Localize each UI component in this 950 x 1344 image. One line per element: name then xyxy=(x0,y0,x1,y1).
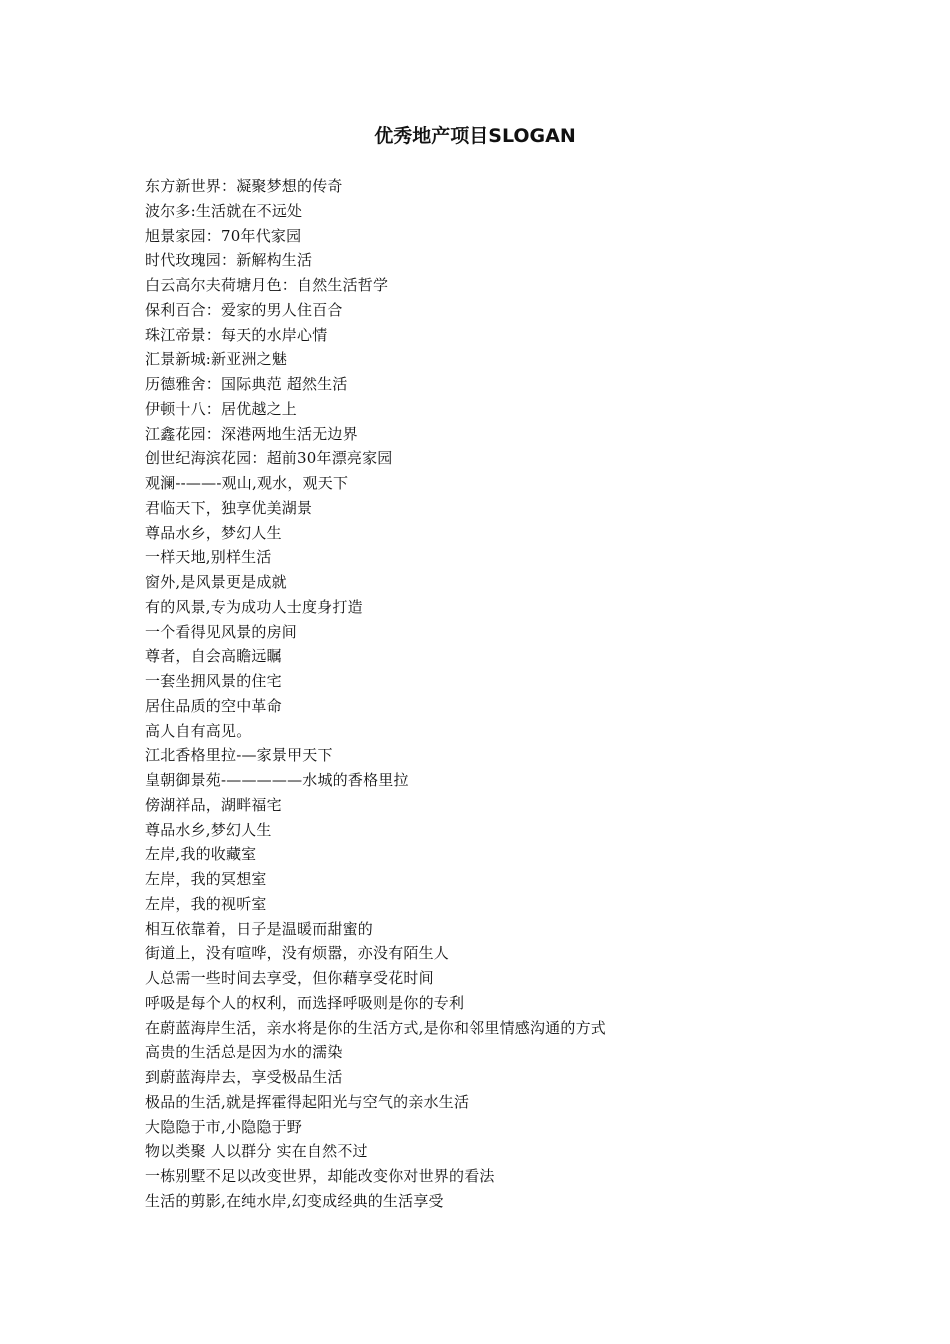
slogan-line: 珠江帝景：每天的水岸心情 xyxy=(145,325,328,344)
slogan-line: 江北香格里拉-—家景甲天下 xyxy=(145,746,333,765)
slogan-line: 君临天下，独享优美湖景 xyxy=(145,498,313,517)
slogan-line: 物以类聚 人以群分 实在自然不过 xyxy=(145,1142,368,1161)
slogan-line: 保利百合：爱家的男人住百合 xyxy=(145,300,343,319)
slogan-line: 高贵的生活总是因为水的濡染 xyxy=(145,1043,343,1062)
slogan-line: 观澜--——-观山,观水，观天下 xyxy=(145,474,349,492)
slogan-line: 尊品水乡，梦幻人生 xyxy=(145,523,282,542)
slogan-line: 历德雅舍：国际典范 超然生活 xyxy=(145,375,348,393)
slogan-line: 极品的生活,就是挥霍得起阳光与空气的亲水生活 xyxy=(145,1092,470,1111)
slogan-line: 汇景新城:新亚洲之魅 xyxy=(145,350,288,369)
slogan-line: 江鑫花园：深港两地生活无边界 xyxy=(145,424,358,443)
slogan-line: 左岸，我的视听室 xyxy=(145,894,267,913)
slogan-line: 一个看得见风景的房间 xyxy=(145,622,298,641)
slogan-line: 人总需一些时间去享受，但你藉享受花时间 xyxy=(145,969,434,987)
slogan-line: 一栋别墅不足以改变世界，却能改变你对世界的看法 xyxy=(145,1167,495,1185)
slogan-line: 一套坐拥风景的住宅 xyxy=(145,672,282,690)
slogan-list xyxy=(145,174,845,1214)
slogan-line: 尊品水乡,梦幻人生 xyxy=(145,820,272,839)
slogan-line: 傍湖祥品，湖畔福宅 xyxy=(145,795,282,814)
slogan-line: 在蔚蓝海岸生活，亲水将是你的生活方式,是你和邻里情感沟通的方式 xyxy=(145,1018,606,1037)
slogan-line: 东方新世界：凝聚梦想的传奇 xyxy=(145,177,343,195)
slogan-line: 相互依靠着，日子是温暖而甜蜜的 xyxy=(145,919,374,938)
slogan-line: 居住品质的空中革命 xyxy=(145,696,282,715)
slogan-line: 有的风景,专为成功人士度身打造 xyxy=(145,597,363,616)
slogan-line: 波尔多:生活就在不远处 xyxy=(145,201,303,220)
slogan-line: 一样天地,别样生活 xyxy=(145,548,272,567)
slogan-line: 左岸,我的收藏室 xyxy=(145,845,257,864)
slogan-line: 左岸，我的冥想室 xyxy=(145,870,267,888)
slogan-line: 呼吸是每个人的权利，而选择呼吸则是你的专利 xyxy=(145,993,465,1012)
slogan-line: 时代玫瑰园：新解构生活 xyxy=(145,251,313,270)
slogan-line: 大隐隐于市,小隐隐于野 xyxy=(145,1117,302,1136)
slogan-line: 尊者，自会高瞻远瞩 xyxy=(145,647,282,666)
slogan-line: 窗外,是风景更是成就 xyxy=(145,573,287,591)
slogan-line: 皇朝御景苑-—————水城的香格里拉 xyxy=(145,771,409,789)
slogan-line: 白云高尔夫荷塘月色：自然生活哲学 xyxy=(145,276,389,294)
slogan-line: 伊顿十八：居优越之上 xyxy=(145,399,298,418)
slogan-line: 到蔚蓝海岸去，享受极品生活 xyxy=(145,1068,343,1086)
slogan-line: 生活的剪影,在纯水岸,幻变成经典的生活享受 xyxy=(145,1191,444,1210)
slogan-line: 街道上，没有喧哗，没有烦嚣，亦没有陌生人 xyxy=(145,944,450,963)
slogan-line: 创世纪海滨花园：超前30年漂亮家园 xyxy=(145,449,393,468)
slogan-line: 旭景家园：70年代家园 xyxy=(145,226,302,245)
slogan-line: 高人自有高见。 xyxy=(145,721,252,740)
page-title: 优秀地产项目SLOGAN xyxy=(374,125,576,147)
